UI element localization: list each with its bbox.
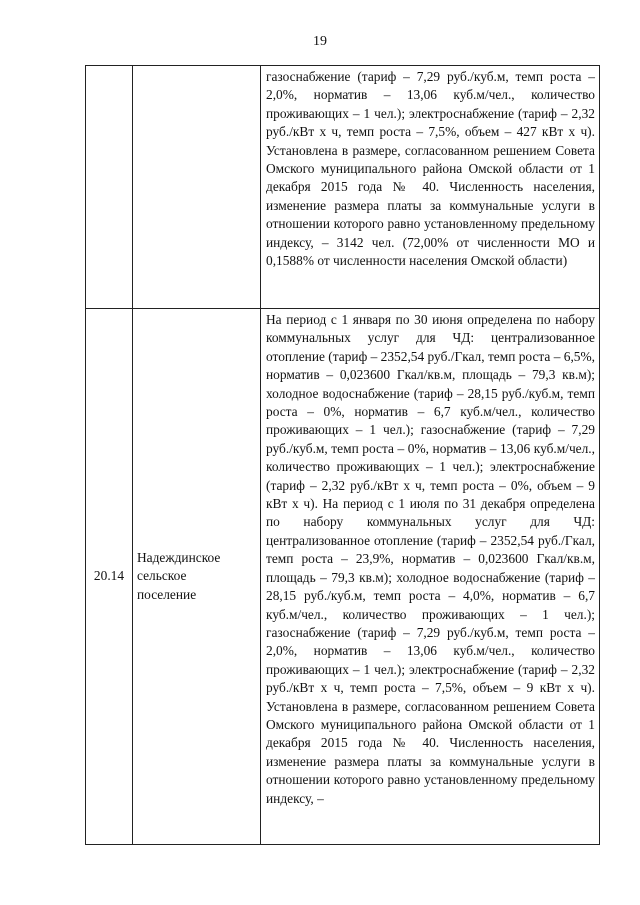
page-number: 19 bbox=[313, 34, 327, 49]
document-table bbox=[85, 65, 600, 845]
row-number-cell bbox=[86, 66, 133, 309]
description-cell bbox=[261, 309, 600, 845]
settlement-name: Надеждинское сельское поселение bbox=[137, 549, 221, 602]
table-row bbox=[86, 309, 600, 845]
row-number-cell bbox=[86, 309, 133, 845]
row-number: 20.14 bbox=[93, 568, 125, 584]
table-row bbox=[86, 66, 600, 309]
settlement-name-cell bbox=[133, 66, 261, 309]
description-text: На период с 1 января по 30 июня определена по набору коммунальных услуг для ЧД: централизованное отопление (тариф – 2352,54 руб./Гкал, темп роста – 6,5%, норматив – 0,023600 Гкал/кв.м, площадь – 79,3 кв.м); холодное водоснабжение (тариф – 28,15 руб./куб.м, темп роста – 0%, норматив – 6,7 куб.м/чел., количество проживающих – 1 чел.); газоснабжение (тариф – 7,29 руб./куб.м, темп роста – 0%, норматив – 13,06 куб.м/чел., количество проживающих – 1 чел.); электроснабжение (тариф – 2,32 руб./кВт х ч, темп роста – 0%, объем – 9 кВт х ч). На период с 1 июля по 31 декабря определена по набору коммунальных услуг для ЧД: централизованное отопление (тариф – 2352,54 руб./Гкал, темп роста – 23,9%, норматив – 0,023600 Гкал/кв.м, площадь – 79,3 кв.м); холодное водоснабжение (тариф – 28,15 руб./куб.м, темп роста – 4,0%, норматив – 6,7 куб.м/чел., количество проживающих – 1 чел.); газоснабжение (тариф – 7,29 руб./куб.м, темп роста – 2,0%, норматив – 13,06 куб.м/чел., количество проживающих – 1 чел.); электроснабжение (тариф – 2,32 руб./кВт х ч, темп роста – 7,5%, объем – 9 кВт х ч). Установлена в размере, согласованном решением Совета Омского муниципального района Омской области от 1 декабря 2015 года № 40. Численность населения, изменение размера платы за коммунальные услуги в отношении которого равно установленному предельному индексу, – bbox=[266, 312, 599, 806]
settlement-name-cell bbox=[133, 309, 261, 845]
description-cell bbox=[261, 66, 600, 309]
description-text: газоснабжение (тариф – 7,29 руб./куб.м, темп роста – 2,0%, норматив – 13,06 куб.м/чел., количество проживающих – 1 чел.); электроснабжение (тариф – 2,32 руб./кВт х ч, темп роста – 7,5%, объем – 427 кВт х ч). Установлена в размере, согласованном решением Совета Омского муниципального района Омской области от 1 декабря 2015 года № 40. Численность населения, изменение размера платы за коммунальные услуги в отношении которого равно установленному предельному индексу, – 3142 чел. (72,00% от численности МО и 0,1588% от численности населения Омской области) bbox=[266, 69, 599, 269]
